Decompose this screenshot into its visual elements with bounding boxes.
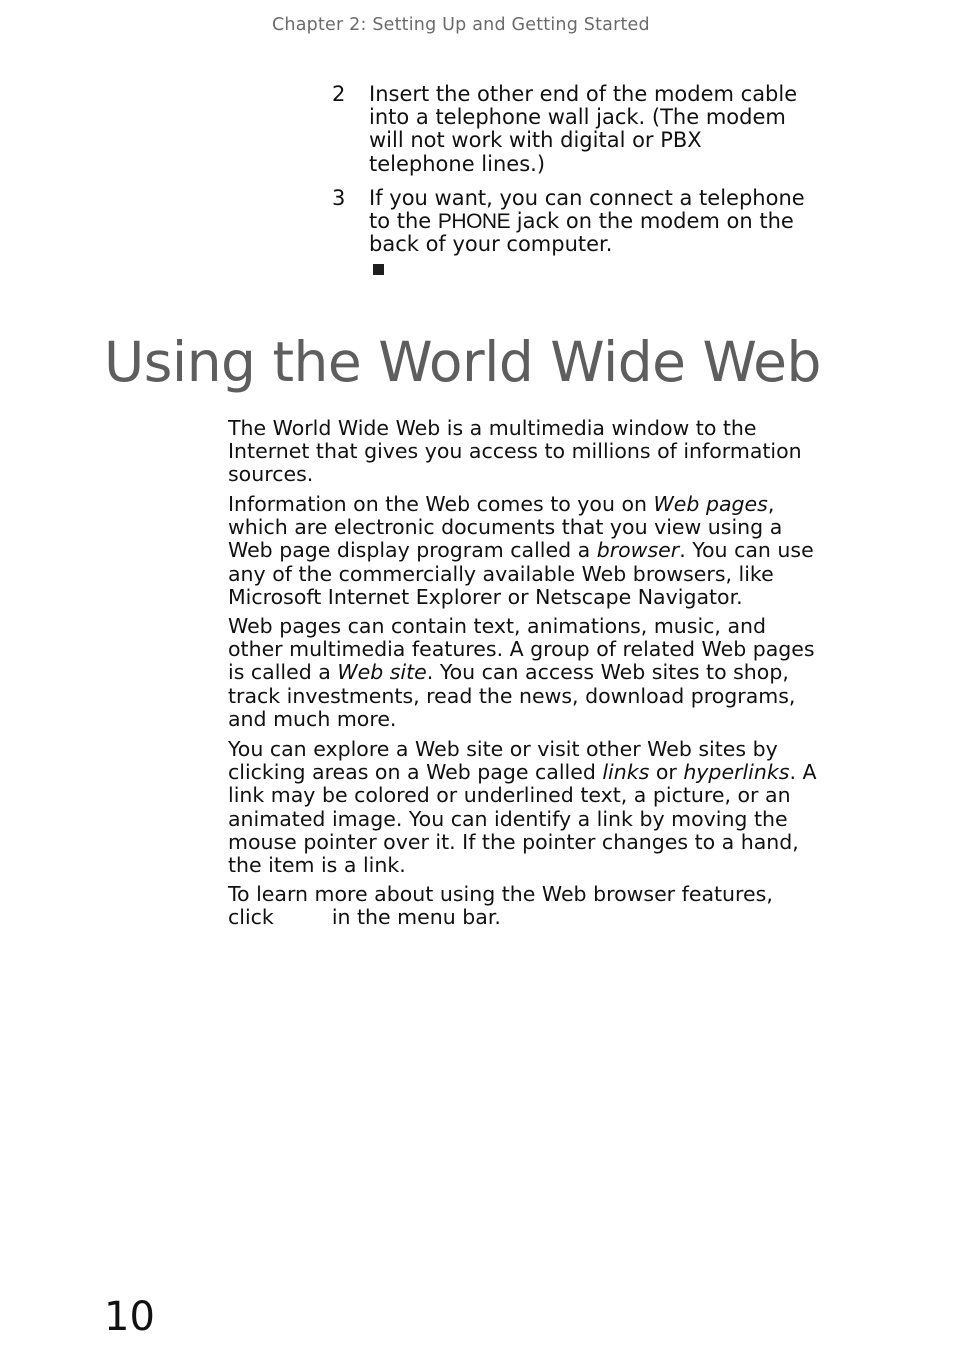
paragraph-text: or [649, 760, 684, 785]
term-hyperlinks: hyperlinks [683, 760, 790, 785]
paragraph-text: . You can use any of the commercially available Web browsers, like Microsoft Internet Explorer or Netscape Navigator. [228, 538, 814, 609]
paragraph-text: in the menu bar. [331, 905, 501, 930]
term-web-site: Web site [337, 660, 427, 685]
step-text-part: jack on the modem on the back of your computer. [369, 209, 794, 257]
term-links: links [602, 760, 650, 785]
term-web-pages: Web pages [653, 492, 768, 516]
step-text [369, 187, 809, 257]
paragraph-web-sites [228, 615, 820, 731]
step-number: 2 [332, 82, 346, 106]
chapter-header: Chapter 2: Setting Up and Getting Started [272, 15, 650, 35]
paragraph-text: , which are electronic documents that you view using a Web page display program called a [228, 492, 783, 563]
term-browser: browser [596, 538, 680, 563]
paragraph-text: Information on the Web comes to you on [228, 492, 654, 516]
paragraph-web-pages [228, 493, 820, 609]
paragraph-text: Web pages can contain text, animations, music, and other multimedia features. A group of related Web pages is called a [228, 614, 815, 685]
page-number: 10 [104, 1294, 155, 1340]
step-text-part: If you want, you can connect a telephone to the [369, 186, 805, 234]
paragraph-intro: The World Wide Web is a multimedia window to the Internet that gives you access to millions of information sources. [228, 416, 802, 487]
step-number: 3 [332, 186, 346, 210]
end-of-procedure-icon [373, 264, 384, 275]
step-text: Insert the other end of the modem cable into a telephone wall jack. (The modem will not work with digital or PBX telephone lines.) [369, 82, 798, 176]
paragraph-text: . You can access Web sites to shop, track investments, read the news, download programs, and much more. [228, 660, 796, 731]
paragraph-text: You can explore a Web site or visit other Web sites by clicking areas on a Web page called [228, 737, 778, 785]
paragraph-text: . A link may be colored or underlined text, a picture, or an animated image. You can identify a link by moving the mouse pointer over it. If the pointer changes to a hand, the item is a link. [228, 760, 817, 878]
paragraph-text: To learn more about using the Web browser features, click [228, 882, 773, 930]
phone-jack-label: PHONE [437, 210, 511, 234]
section-title: Using the World Wide Web [104, 330, 821, 394]
paragraph-links [228, 738, 820, 877]
paragraph-learn-more [228, 883, 820, 929]
